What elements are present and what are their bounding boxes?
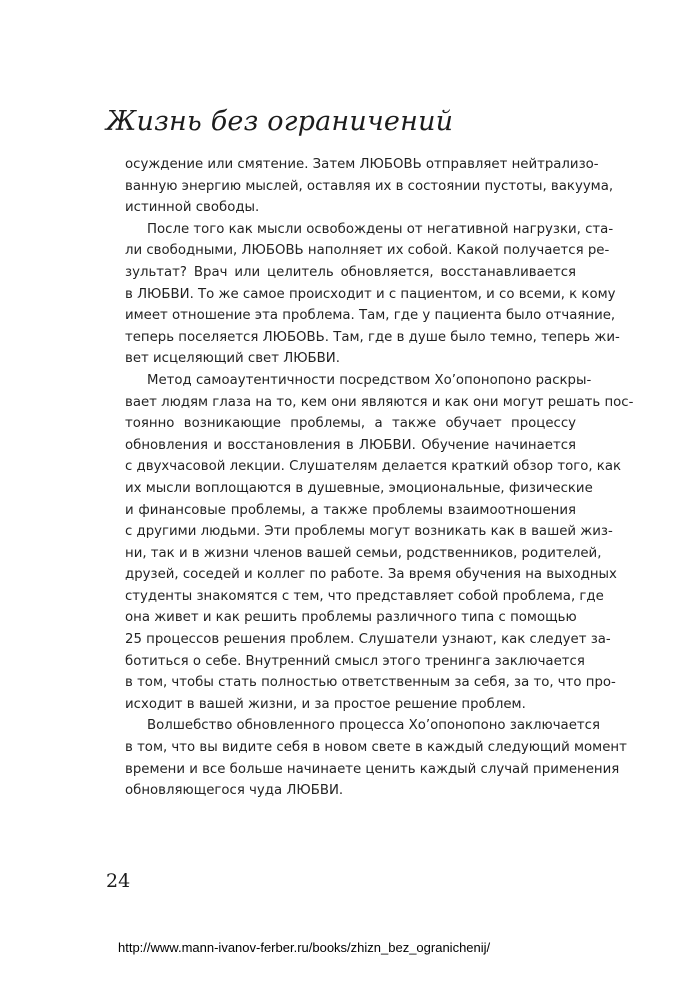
body-text (125, 154, 634, 802)
text-line: в том, что вы видите себя в новом свете в каждый следующий момент (125, 740, 627, 756)
text-line: Метод самоаутентичности посредством Хо’опонопоно раскры- (147, 372, 592, 388)
text-line: обновления и восстановления в ЛЮБВИ. Обучение начинается (125, 437, 576, 453)
text-line: времени и все больше начинаете ценить каждый случай применения (125, 761, 620, 777)
text-line: После того как мысли освобождены от негативной нагрузки, ста- (147, 221, 614, 237)
text-line: истинной свободы. (125, 200, 260, 216)
text-line: 25 процессов решения проблем. Слушатели узнают, как следует за- (125, 632, 611, 648)
text-line: вет исцеляющий свет ЛЮБВИ. (125, 351, 340, 367)
text-line: студенты знакомятся с тем, что представляет собой проблема, где (125, 588, 604, 604)
text-line: вает людям глаза на то, кем они являются и как они могут решать пос- (125, 394, 634, 410)
text-line: она живет и как решить проблемы различного типа с помощью (125, 610, 577, 626)
text-line: с двухчасовой лекции. Слушателям делается краткий обзор того, как (125, 459, 622, 475)
page-number: 24 (106, 870, 131, 892)
text-line: тоянно возникающие проблемы, а также обучает процессу (125, 416, 576, 432)
text-line: в том, чтобы стать полностью ответственным за себя, за то, что про- (125, 675, 616, 691)
text-line: ли свободными, ЛЮБОВЬ наполняет их собой. Какой получается ре- (125, 243, 610, 259)
text-line: друзей, соседей и коллег по работе. За время обучения на выходных (125, 567, 617, 583)
text-line: осуждение или смятение. Затем ЛЮБОВЬ отправляет нейтрализо- (125, 157, 599, 172)
footer-url: http://www.mann-ivanov-ferber.ru/books/zhizn_bez_ogranichenij/ (118, 940, 491, 955)
text-line: ботиться о себе. Внутренний смысл этого тренинга заключается (125, 653, 585, 669)
text-line: ни, так и в жизни членов вашей семьи, родственников, родителей, (125, 545, 602, 561)
text-line: их мысли воплощаются в душевные, эмоциональные, физические (125, 480, 593, 496)
text-line: Волшебство обновленного процесса Хо’опонопоно заключается (147, 718, 600, 734)
text-line: в ЛЮБВИ. То же самое происходит и с пациентом, и со всеми, к кому (125, 286, 616, 302)
text-line: зультат? Врач или целитель обновляется, восстанавливается (125, 264, 576, 280)
text-line: имеет отношение эта проблема. Там, где у пациента было отчаяние, (125, 308, 616, 324)
text-line: с другими людьми. Эти проблемы могут возникать как в вашей жиз- (125, 524, 613, 540)
text-line: исходит в вашей жизни, и за простое решение проблем. (125, 696, 526, 712)
text-line: обновляющегося чуда ЛЮБВИ. (125, 783, 344, 799)
text-line: и финансовые проблемы, а также проблемы взаимоотношения (125, 502, 576, 518)
running-head-title: Жизнь без ограничений (106, 106, 454, 137)
text-line: ванную энергию мыслей, оставляя их в состоянии пустоты, вакуума, (125, 178, 614, 194)
text-line: теперь поселяется ЛЮБОВЬ. Там, где в душе было темно, теперь жи- (125, 329, 620, 345)
